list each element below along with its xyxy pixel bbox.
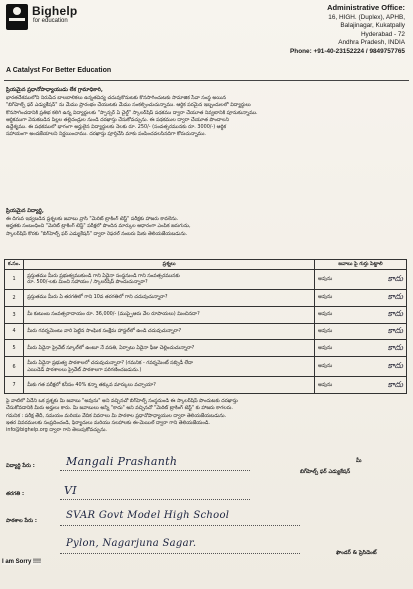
question-text: ప్రస్తుతము మీరు ప్రభుత్వముకుండి గాని ఏదైనా సంస్థనుండి గాని సంవత్సరమునకు xyxy=(27,272,180,279)
header-divider xyxy=(4,80,409,81)
paragraph-line: కొనసాగించడానికి ప్రతిభ కలిగి ఉన్న విద్యార్థులకు "స్పాన్సర్ ఏ చైల్డ్" స్కాలర్‌షిప్ పథకము ద్వారా చేయూత నివ్వటానికి పూనుకున్నాము. xyxy=(6,109,258,116)
question-text: ఎయిడెడ్ పాఠశాలలు ప్రైవేట్ పాఠశాలగా పరిగణించబడును.) xyxy=(27,366,142,373)
email-line: info@bighelp.org ద్వారా గాని తెలుపుకోవచ్చును. xyxy=(6,427,107,434)
office-address xyxy=(230,4,405,56)
row-number: 4 xyxy=(5,323,24,340)
school-underline xyxy=(60,525,300,526)
salutation-principal: ప్రియమైన ప్రధానోపాధ్యాయుడు లేక గ్రామాధికారి, xyxy=(6,87,103,93)
question-cell xyxy=(24,340,315,357)
answer-cell[interactable] xyxy=(315,377,407,394)
note-line: చేసుకోవడానికి మీరు అర్హులు కారు. మీ జవాబులు అన్నీ "కాదు" అని వచ్చినచో "మెరిట్ ట్రాకింగ్ టెస్ట్" కు హాజరు కాగలరు. xyxy=(6,405,233,412)
salutation-student: ప్రియమైన విద్యార్థి, xyxy=(6,208,44,214)
table-body xyxy=(5,270,407,394)
logo-subtitle: for education xyxy=(33,18,68,24)
signoff-org: బిగ్‌హెల్ప్ ఫర్ ఎడ్యుకేషన్ xyxy=(300,469,351,475)
answer-options xyxy=(318,292,403,303)
answer-cell[interactable] xyxy=(315,306,407,323)
paragraph-line: సహాయంగా అందజేయాలని నిర్ణయించాము. దరఖాస్తు పూర్తిచేసి మాకు పంపించవలసినదిగా కోరుచున్నాము. xyxy=(6,131,206,138)
answer-yes[interactable]: అవును xyxy=(318,311,333,318)
answer-cell[interactable] xyxy=(315,357,407,377)
office-title: Administrative Office: xyxy=(327,3,405,12)
row-number: 5 xyxy=(5,340,24,357)
question-text: మీకు గత పరీక్షలో కనీసం 40% కన్నా తక్కువ మార్కులు వచ్చాయా? xyxy=(27,381,156,388)
paragraph-line: స్కాలర్‌షిప్ కొరకు "బిగ్‌హెల్ప్ ఫర్ ఎడ్యుకేషన్" ద్వారా రెఫరల్ నంబరు మీకు తెలియజేయబడును. xyxy=(6,230,188,237)
question-cell xyxy=(24,377,315,394)
answer-yes[interactable]: అవును xyxy=(318,327,333,334)
table-row xyxy=(5,323,407,340)
question-text: రూ. 500/-లకు మించి సహాయం / స్కాలర్‌షిప్‌ పొందుచున్నారా? xyxy=(27,279,148,286)
class-underline xyxy=(60,499,250,500)
answer-no-circled[interactable]: కాదు xyxy=(387,379,403,389)
address-underline xyxy=(60,553,300,554)
row-number: 1 xyxy=(5,270,24,290)
col-header-question: ప్రశ్నలు xyxy=(24,260,315,270)
address-line: Andhra Pradesh, INDIA xyxy=(338,38,405,46)
student-name-value[interactable]: Mangali Prashanth xyxy=(66,455,178,468)
table-row xyxy=(5,340,407,357)
table-row xyxy=(5,377,407,394)
letterhead xyxy=(6,4,409,76)
answer-no-circled[interactable]: కాదు xyxy=(387,292,403,302)
table-row xyxy=(5,270,407,290)
post-table-notes xyxy=(6,398,408,434)
answer-cell[interactable] xyxy=(315,323,407,340)
table-row xyxy=(5,289,407,306)
address-line: Balajinagar, Kukatpally xyxy=(340,22,405,30)
row-number: 3 xyxy=(5,306,24,323)
address-line: Hyderabad - 72 xyxy=(360,30,405,38)
paragraph-line: ఉద్దేశ్యము. ఈ పథకములో భాగంగా అర్హులైన విద్యార్థులకు నెలకు రూ. 250/- (సంవత్సరమునకు రూ. 3000/-) ఆర్థిక xyxy=(6,124,227,131)
table-row xyxy=(5,357,407,377)
table-row xyxy=(5,306,407,323)
address-line: 16, HIGH. (Duplex), APHB, xyxy=(328,14,405,22)
answer-cell[interactable] xyxy=(315,289,407,306)
answer-no-circled[interactable]: కాదు xyxy=(387,342,403,352)
question-text: ప్రస్తుతము మీరు ఏ తరగతిలో గాని 10వ తరగతిలో గాని చదువుచున్నారా? xyxy=(27,294,168,301)
logo xyxy=(6,4,116,44)
logo-title: Bighelp xyxy=(32,4,78,18)
answer-yes[interactable]: అవును xyxy=(318,381,333,388)
paragraph-line: భారతదేశములోని నిరుపేద బాలబాలికలు ఉన్నతవిద్య చదువుకొనుటకు కొనసాగించుటకు సామాజిక సేవా సంస్థ అయిన xyxy=(6,95,226,101)
school-label: పాఠశాల పేరు : xyxy=(6,518,37,524)
answer-no-circled[interactable]: కాదు xyxy=(387,325,403,335)
note-line: గమనిక : పరీక్ష తేదీ, సమయం మరియు వేదిక వివరాలు మీ పాఠశాల ప్రధానోపాధ్యాయుల ద్వారా తెలియజేయబడును. xyxy=(6,412,227,419)
answer-options xyxy=(318,380,403,391)
answer-no-circled[interactable]: కాదు xyxy=(387,361,403,371)
signoff-yours: మీ xyxy=(356,458,362,464)
row-number: 7 xyxy=(5,377,24,394)
student-paragraph xyxy=(6,216,408,238)
row-number: 6 xyxy=(5,357,24,377)
watermark-text: I am Sorry !!!! xyxy=(2,559,42,565)
answer-cell[interactable] xyxy=(315,270,407,290)
answer-options xyxy=(318,343,403,354)
answer-no-circled[interactable]: కాదు xyxy=(387,273,403,283)
question-text: మీ కుటుంబ సంవత్సరాదాయం రూ. 36,000/- (ముప్పైఆరు వేల రూపాయలు) మించినదా? xyxy=(27,311,200,318)
question-cell xyxy=(24,357,315,377)
question-cell xyxy=(24,270,315,290)
table-header-row xyxy=(5,260,407,270)
address-value[interactable]: Pylon, Nagarjuna Sagar. xyxy=(66,538,197,549)
question-cell xyxy=(24,289,315,306)
answer-cell[interactable] xyxy=(315,340,407,357)
book-person-icon xyxy=(6,4,28,30)
paragraph-line: ఈ దిగువ ఇవ్వబడిన ప్రశ్నలకు జవాబు వ్రాసి "మెరిట్ ట్రాకింగ్ టెస్ట్" పరీక్షకు హాజరు కావలెను. xyxy=(6,216,179,222)
question-cell xyxy=(24,306,315,323)
signoff-title: ఫౌండర్ & ప్రెసిడెంట్ xyxy=(336,550,377,556)
answer-yes[interactable]: అవును xyxy=(318,344,333,351)
answer-options xyxy=(318,361,403,372)
col-header-answer: జవాబు పై గుర్తు పెట్టాలి xyxy=(315,260,407,270)
school-value[interactable]: SVAR Govt Model High School xyxy=(66,510,230,521)
class-label: తరగతి : xyxy=(6,491,25,497)
answer-options xyxy=(318,326,403,337)
answer-yes[interactable]: అవును xyxy=(318,294,333,301)
name-underline xyxy=(60,470,250,471)
question-text: మీరు గవర్నమెంటు వారి పెట్టిన సాంఘిక సంక్షేమ హాస్టల్‌లో ఉండి చదువుచున్నారా? xyxy=(27,328,182,335)
eligibility-table xyxy=(4,259,407,394)
tagline: A Catalyst For Better Education xyxy=(6,67,112,74)
answer-yes[interactable]: అవును xyxy=(318,275,333,282)
class-value[interactable]: VI xyxy=(64,484,77,497)
answer-options xyxy=(318,309,403,320)
row-number: 2 xyxy=(5,289,24,306)
paragraph-line: ఆర్థికముగా వెనుకబడిన పిల్లల తల్లిదండ్రుల నుండి దరఖాస్తు చేసుకోవచ్చును. ఈ పథకముల ద్వారా చేయూత పొందాలని xyxy=(6,116,229,123)
question-text: మీరు ఏదైనా ప్రభుత్వ పాఠశాలలో చదువుచున్నారా? (గమనిక - గవర్నమెంట్ సబ్సిడీ లేదా xyxy=(27,359,194,366)
phone-number: Phone: +91-40-23152224 / 9849757765 xyxy=(290,48,405,56)
question-cell xyxy=(24,323,315,340)
paragraph-line: అర్హతకు సంబంధించి "మెరిట్ ట్రాకింగ్ టెస్ట్" పరీక్షలో పొందిన మార్కుల ఆధారంగా ఎంపిక జరుగును, xyxy=(6,223,191,230)
paragraph-line: "బిగ్‌హెల్ప్ ఫర్ ఎడ్యుకేషన్" ను మేము ప్రారంభం చేయుటకు మేము సంకల్పించుచున్నాము. ఆర్థిక పరమైన ఇబ్బందులలో విద్యార్థులు xyxy=(6,102,251,109)
note-line: ఇతర వివరములకు సంప్రదించండి, ఫిర్యాదులు మరియు సలహాలకు ఈ-మెయిల్ ద్వారా గాని తెలియజేయండి. xyxy=(6,419,210,426)
answer-options xyxy=(318,274,403,285)
answer-no-circled[interactable]: కాదు xyxy=(387,309,403,319)
intro-paragraph xyxy=(6,95,408,139)
answer-yes[interactable]: అవును xyxy=(318,363,333,370)
question-text: మీరు ఏదైనా ప్రైవేట్ స్కూల్‌లో ఉంటూ నే వసతి, ఏర్పాటు ఏదైనా ఫీజు చెల్లించుచున్నారా? xyxy=(27,344,195,351)
note-line: పై వాటిలో ఏదేని ఒక ప్రశ్నకు మీ జవాబు "అవును" అని వచ్చినచో బిగ్‌హెల్ప్ సంస్థనుండి ఈ స్కాలర్‌షిప్ పొందుటకు దరఖాస్తు xyxy=(6,398,238,404)
col-header-number: క.సం. xyxy=(5,260,24,270)
student-name-label: విద్యార్థి పేరు : xyxy=(6,463,35,469)
